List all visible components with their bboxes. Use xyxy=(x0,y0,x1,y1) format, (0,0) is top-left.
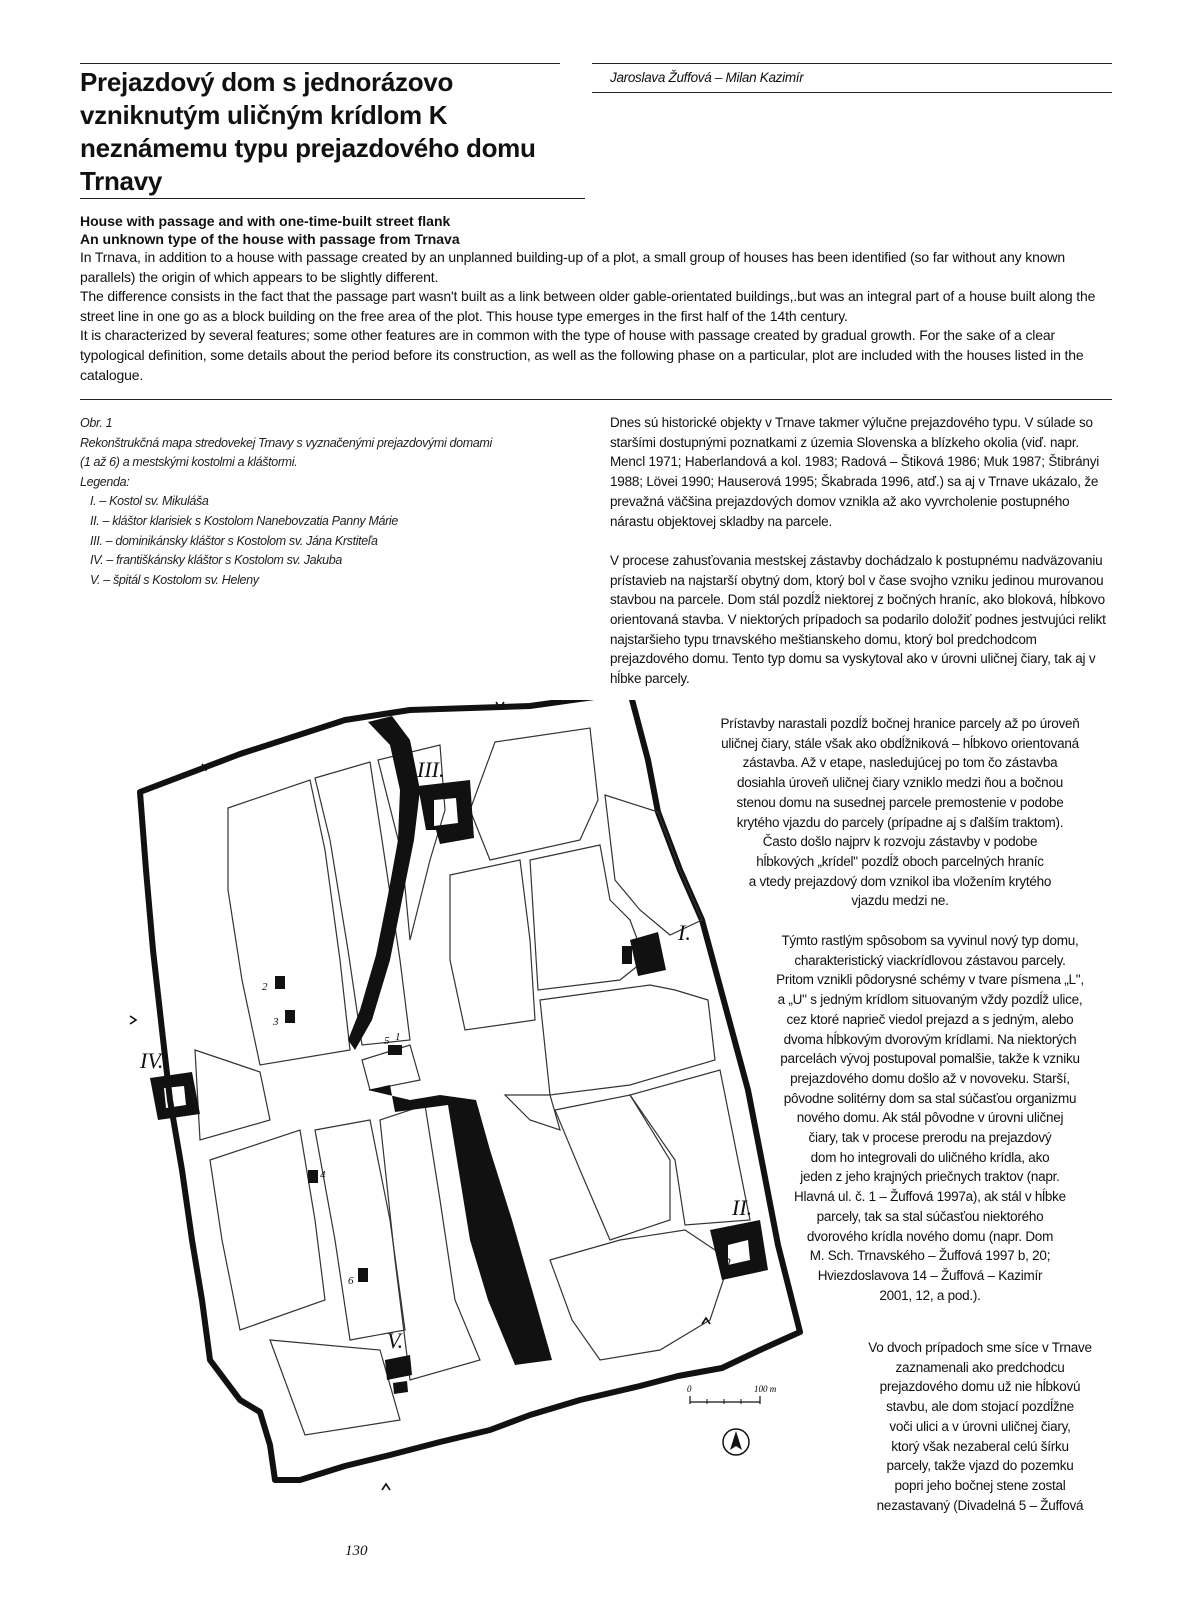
english-abstract xyxy=(80,212,1115,385)
text-line: jeden z jeho krajných priečnych traktov (napr. xyxy=(800,1169,1060,1185)
text-line: zaznamenali ako predchodcu xyxy=(895,1359,1065,1375)
map-label-6: 6 xyxy=(348,1275,354,1287)
text-line: hĺbkových „krídel" pozdĺž oboch parcelných hraníc xyxy=(756,853,1044,869)
text-line: a vtedy prejazdový dom vznikol iba vložením krytého xyxy=(748,873,1052,889)
text-line: popri jeho bočnej stene zostal xyxy=(894,1477,1066,1493)
map-label-1: 1 xyxy=(395,1031,401,1043)
text-line: parcely, tak sa stal súčasťou niektorého xyxy=(816,1208,1044,1224)
abstract-paragraph-3: It is characterized by several features; some other features are in common with the type of house with passage created by gradual growth. For the sake of a clear typological definition, some details about the period before its construction, as well as the following phase on a particular, plot are included with the houses listed in the catalogue. xyxy=(80,327,1084,383)
legend-title: Legenda: xyxy=(80,474,130,489)
authors-rule xyxy=(592,92,1112,93)
map-label-2: 2 xyxy=(262,981,268,993)
map-label-III: III. xyxy=(417,757,445,782)
text-line: 2001, 12, a pod.). xyxy=(879,1287,981,1303)
top-rule-left xyxy=(80,63,560,64)
scale-bar xyxy=(687,1384,777,1404)
body-paragraph-2: V procese zahusťovania mestskej zástavby dochádzalo k postupnému nadväzovaniu prístavieb na najstarší obytný dom, ktorý bol v čase svojho vzniku jedinou murovanou stavbou na parcele. Dom stál pozdĺž niektorej z bočných hraníc, ako bloková, hĺbkovo orientovaná stavba. V niektorých prípadoch sa podarilo doložiť podnes jestvujúci relikt najstaršieho typu trnavského meštianskeho domu, ktorý bol predchodcom prejazdového domu. Tento typ domu sa vyskytoval ako v úrovni uličnej čiary, tak aj v hĺbke parcely. xyxy=(610,552,1106,687)
text-line: Hviezdoslavova 14 – Žuffová – Kazimír xyxy=(817,1267,1043,1283)
church-buildings xyxy=(150,780,768,1394)
text-line: nového domu. Ak stál pôvodne v úrovni uličnej xyxy=(796,1110,1064,1126)
article-authors: Jaroslava Žuffová – Milan Kazimír xyxy=(610,70,804,85)
text-line: pôvodne solitérny dom sa stal súčasťou organizmu xyxy=(783,1090,1077,1106)
text-line: voči ulici a v úrovni uličnej čiary, xyxy=(889,1418,1071,1434)
scale-start-label: 0 xyxy=(687,1384,692,1394)
title-rule xyxy=(80,198,585,199)
text-line: dom ho integrovali do uličného krídla, ako xyxy=(810,1149,1050,1165)
text-line: Pritom vznikli pôdorysné schémy v tvare písmena „L", xyxy=(776,972,1084,988)
text-line: zástavba. Až v etape, nasledujúcej po tom čo zástavba xyxy=(742,755,1058,771)
abstract-title-line-2: An unknown type of the house with passage from Trnava xyxy=(80,231,460,247)
text-line: vjazdu medzi ne. xyxy=(851,893,949,909)
text-line: cez ktoré naprieč viedol prejazd a s jedným, alebo xyxy=(786,1011,1074,1027)
text-line: krytého vjazdu do parcely (prípadne aj s ďalším traktom). xyxy=(736,814,1064,830)
page-number: 130 xyxy=(345,1543,368,1559)
text-line: stenou domu na susednej parcele premostenie v podobe xyxy=(736,794,1064,810)
figure-label: Obr. 1 xyxy=(80,416,113,430)
legend-item: III. – dominikánsky kláštor s Kostolom sv. Jána Krstiteľa xyxy=(90,533,378,548)
text-line: stavbu, ale dom stojací pozdĺžne xyxy=(886,1399,1074,1415)
abstract-paragraph-2: The difference consists in the fact that the passage part wasn't built as a link between older gable-orientated buildings,.but was an integral part of a house built along the street line in one go as a block building on the free area of the plot. This house type emerges in the first half of the 14th century. xyxy=(80,288,1096,324)
legend-item: I. – Kostol sv. Mikuláša xyxy=(90,494,209,509)
passage-houses xyxy=(275,976,402,1282)
figure-caption-text: Rekonštrukčná mapa stredovekej Trnavy s vyznačenými prejazdovými domami (1 až 6) a mestskými kostolmi a kláštormi. xyxy=(80,435,492,470)
map-label-I: I. xyxy=(678,920,691,945)
body-paragraph-1: Dnes sú historické objekty v Trnave takmer výlučne prejazdového typu. V súlade so staršími dostupnými poznatkami z územia Slovenska a blízkeho okolia (viď. napr. Mencl 1971; Haberlandová a kol. 1983; Radová – Štiková 1986; Muk 1987; Štibrányi 1988; Lövei 1990; Hauserová 1995; Škabrada 1996, atď.) sa aj v Trnave ukázalo, že prevažná väčšina prejazdových domov vznikla až ako vyvrcholenie postupného nárastu objektovej skladby na parcele. xyxy=(610,415,1100,529)
scale-end-label: 100 m xyxy=(754,1384,777,1394)
abstract-rule xyxy=(80,399,1112,400)
map-label-4: 4 xyxy=(320,1169,326,1181)
text-line: parcelách vývoj postupoval pomalšie, takže k vzniku xyxy=(780,1051,1080,1067)
text-line: M. Sch. Trnavského – Žuffová 1997 b, 20; xyxy=(809,1248,1051,1264)
map-label-3: 3 xyxy=(273,1016,279,1028)
trnava-map xyxy=(110,700,830,1500)
text-line: dvoma hĺbkovým dvorovým krídlami. Na niektorých xyxy=(783,1031,1077,1047)
text-line: nezastavaný (Divadelná 5 – Žuffová xyxy=(876,1497,1084,1513)
legend-item: II. – kláštor klarisiek s Kostolom Nanebovzatia Panny Márie xyxy=(90,513,398,528)
legend-item: V. – špitál s Kostolom sv. Heleny xyxy=(90,572,259,587)
map-label-IV: IV. xyxy=(140,1048,164,1073)
text-line: prejazdového domu došlo až v novoveku. Starší, xyxy=(790,1070,1070,1086)
north-arrow-icon xyxy=(723,1429,749,1455)
text-line: Často došlo najprv k rozvoju zástavby v podobe xyxy=(762,834,1038,850)
map-label-II: II. xyxy=(732,1195,753,1220)
text-line: Týmto rastlým spôsobom sa vyvinul nový typ domu, xyxy=(781,933,1079,948)
figure-caption xyxy=(80,414,500,590)
map-label-5: 5 xyxy=(384,1035,390,1047)
map-labels xyxy=(139,757,752,1353)
text-line: a „U" s jedným krídlom situovaným vždy pozdĺž ulice, xyxy=(777,992,1083,1008)
legend-item: IV. – františkánsky kláštor s Kostolom sv. Jakuba xyxy=(90,553,342,568)
text-line: charakteristický viackrídlovou zástavou parcely. xyxy=(794,952,1066,968)
body-paragraph-5 xyxy=(830,1338,1130,1515)
abstract-paragraph-1: In Trnava, in addition to a house with passage created by an unplanned building-up of a plot, a small group of houses has been identified (so far without any known parallels) the origin of which appears to be slightly different. xyxy=(80,249,1065,285)
body-column xyxy=(610,413,1110,709)
abstract-title-line-1: House with passage and with one-time-built street flank xyxy=(80,213,451,229)
top-rule-right xyxy=(592,63,1112,64)
text-line: dosiahla úroveň uličnej čiary vzniklo medzi ňou a bočnou xyxy=(737,775,1063,791)
map-label-V: V. xyxy=(387,1328,404,1353)
text-line: uličnej čiary, stále však ako obdĺžniková – hĺbkovo orientovaná xyxy=(721,735,1079,751)
text-line: parcely, takže vjazd do pozemku xyxy=(886,1458,1074,1474)
text-line: Prístavby narastali pozdĺž bočnej hranice parcely až po úroveň xyxy=(720,716,1080,731)
text-line: Hlavná ul. č. 1 – Žuffová 1997a), ak stál v hĺbke xyxy=(794,1189,1066,1205)
text-line: ktorý však nezaberal celú šírku xyxy=(891,1438,1069,1454)
article-title: Prejazdový dom s jednorázovo vzniknutým uličným krídlom K neznámemu typu prejazdového domu Trnavy xyxy=(80,67,536,196)
text-line: dvorového krídla nového domu (napr. Dom xyxy=(806,1228,1054,1244)
text-line: prejazdového domu už nie hĺbkovú xyxy=(879,1379,1081,1395)
text-line: Vo dvoch prípadoch sme síce v Trnave xyxy=(868,1340,1092,1355)
text-line: čiary, tak v procese prerodu na prejazdový xyxy=(808,1130,1052,1146)
